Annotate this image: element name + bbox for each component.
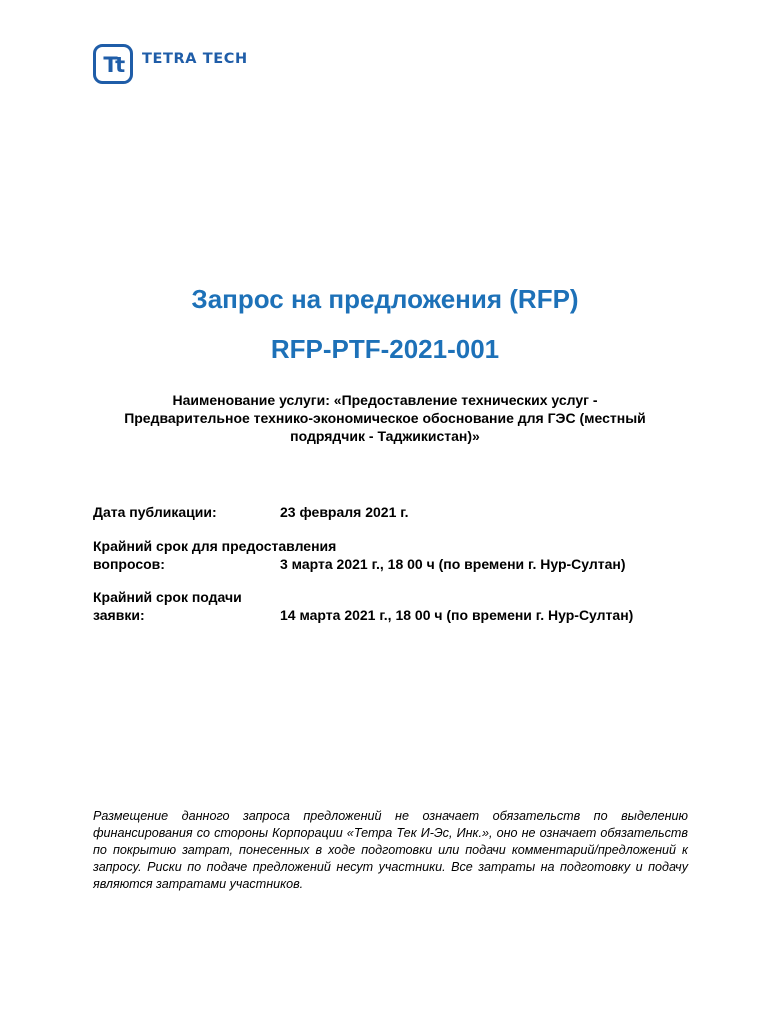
logo-mark-letters: Tt [103,53,123,77]
service-name [85,391,685,445]
submission-deadline-label-line-2: заявки: [93,607,145,623]
disclaimer-text: Размещение данного запроса предложений не означает обязательств по выделению финансирования со стороны Корпорации «Тетра Тек И-Эс, Инк.», оно не означает обязательств по покрытию затрат, понесенных в ходе подготовки или подачи комментарий/предложений к запросу. Риски по подаче предложений несут участники. Все затраты на подготовку и подачу являются затратами участников. [93,809,688,891]
publication-date-value: 23 февраля 2021 г. [280,504,409,520]
rfp-number: RFP-PTF-2021-001 [270,334,500,364]
tetra-tech-logo-mark [93,44,133,84]
publication-date-label: Дата публикации: [93,504,217,520]
service-line-3: подрядчик - Таджикистан)» [290,428,480,444]
service-line-2: Предварительное технико-экономическое обоснование для ГЭС (местный [124,410,646,426]
questions-deadline-label-line-2: вопросов: [93,556,165,572]
submission-deadline-label [93,588,242,624]
submission-deadline-label-line-1: Крайний срок подачи [93,589,242,605]
company-logo [93,44,248,84]
document-title: Запрос на предложения (RFP) [191,284,579,314]
questions-deadline-label-line-1: Крайний срок для предоставления [93,538,337,554]
company-name: TETRA TECH [142,51,248,67]
submission-deadline-value: 14 марта 2021 г., 18 00 ч (по времени г. Нур-Султан) [280,607,634,623]
questions-deadline-value: 3 марта 2021 г., 18 00 ч (по времени г. Нур-Султан) [280,556,626,572]
service-line-1: Наименование услуги: «Предоставление технических услуг - [172,392,598,408]
